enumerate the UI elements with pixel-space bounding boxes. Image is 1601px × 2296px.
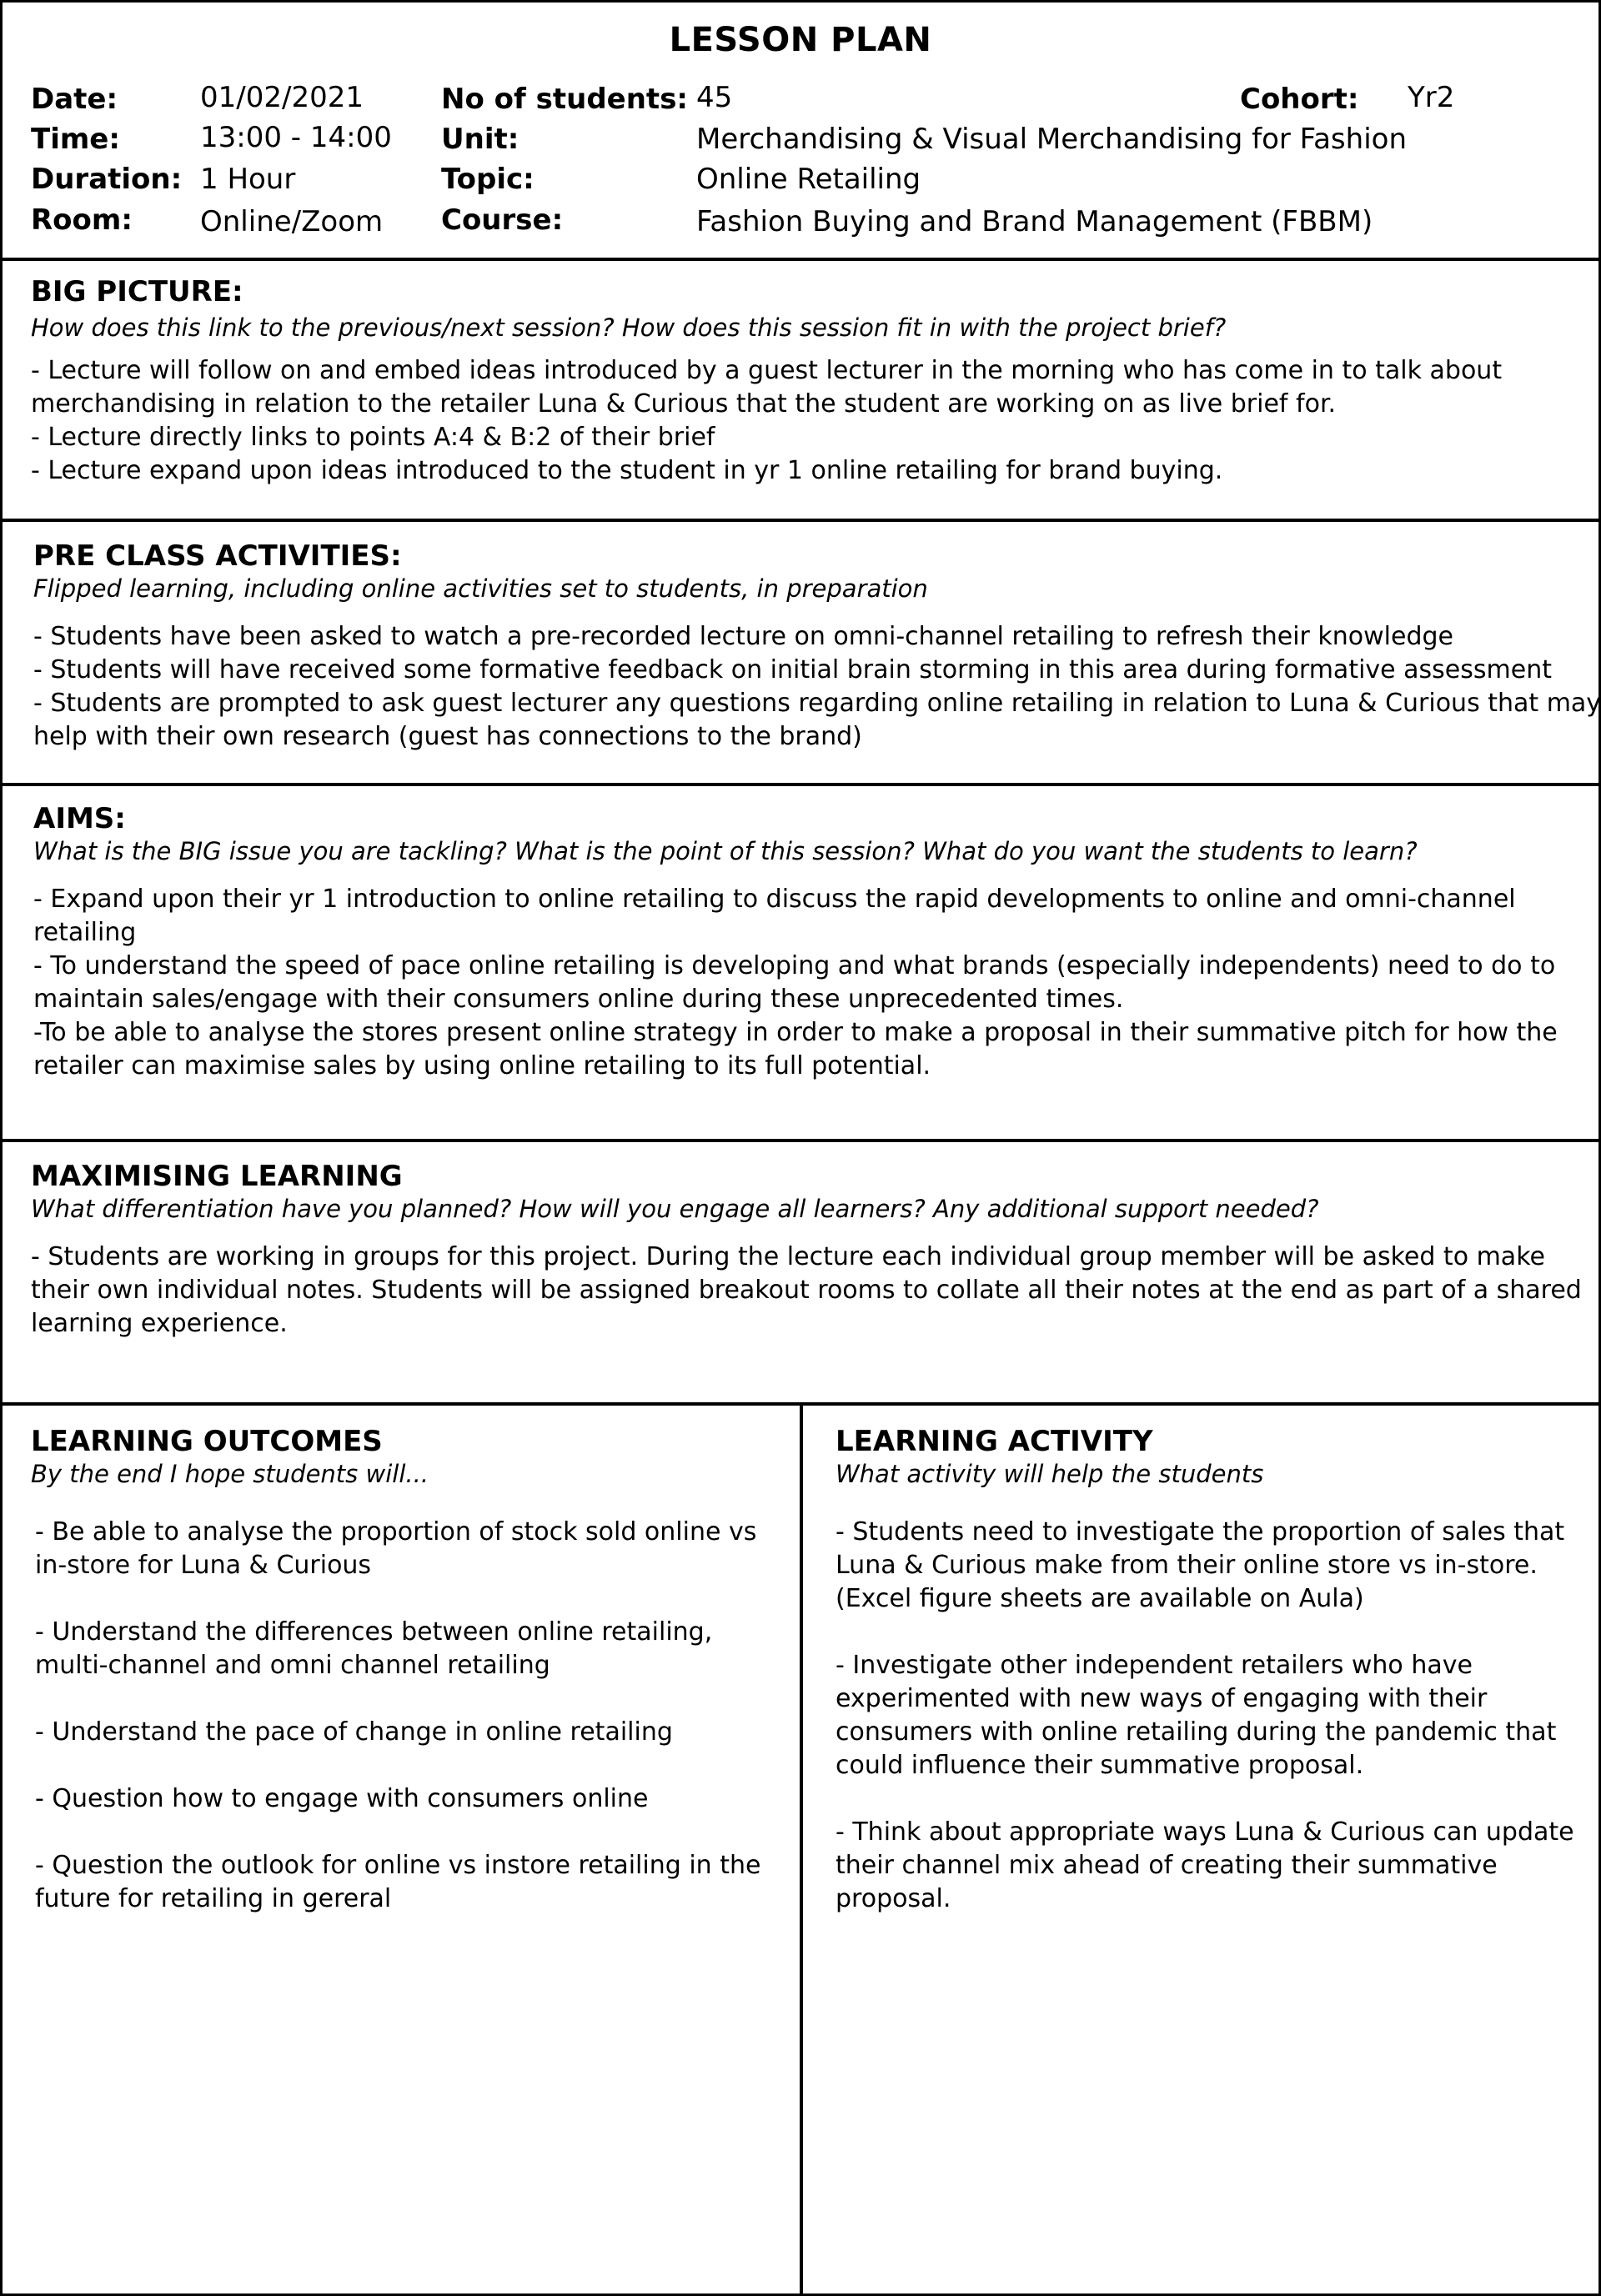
aims-body (33, 883, 1565, 1083)
cohort-value: Yr2 (1408, 81, 1455, 114)
time-value: 13:00 - 14:00 (200, 121, 392, 154)
item-line: - Investigate other independent retailers who have (836, 1651, 1473, 1680)
learning-outcomes-list (31, 1516, 800, 1916)
item-line: (Excel figure sheets are available on Aula) (836, 1584, 1364, 1613)
item-line: proposal. (836, 1884, 951, 1913)
aims-section (3, 786, 1598, 1142)
item-line: - Question the outlook for online vs instore retailing in the (35, 1851, 761, 1880)
body-line: - Expand upon their yr 1 introduction to online retailing to discuss the rapid developments to online and omni-channel (33, 885, 1516, 914)
body-line: - Students are working in groups for this project. During the lecture each individual group member will be asked to make (31, 1242, 1545, 1271)
list-item (35, 1716, 800, 1749)
body-line: -To be able to analyse the stores present online strategy in order to make a proposal in their summative pitch for how the (33, 1018, 1558, 1047)
aims-title: AIMS: (33, 802, 126, 835)
date-value: 01/02/2021 (200, 81, 364, 114)
body-line: - Lecture expand upon ideas introduced to the student in yr 1 online retailing for brand buying. (31, 456, 1223, 485)
students-label: No of students: (441, 83, 689, 116)
item-line: - Understand the differences between online retailing, (35, 1617, 713, 1647)
item-line: their channel mix ahead of creating their summative (836, 1851, 1498, 1880)
list-item (35, 1782, 800, 1816)
list-item (836, 1516, 1598, 1616)
list-item (836, 1649, 1598, 1782)
big-picture-body (31, 354, 1565, 488)
body-line: help with their own research (guest has connections to the brand) (33, 722, 862, 751)
item-line: - Think about appropriate ways Luna & Curious can update (836, 1817, 1574, 1847)
learning-outcomes-title: LEARNING OUTCOMES (31, 1425, 383, 1458)
body-line: - To understand the speed of pace online retailing is developing and what brands (especially independents) need to do to (33, 951, 1556, 980)
course-label: Course: (441, 203, 564, 237)
item-line: - Be able to analyse the proportion of stock sold online vs (35, 1517, 757, 1547)
body-line: - Students will have received some formative feedback on initial brain storming in this area during formative assessment (33, 655, 1552, 684)
duration-value: 1 Hour (200, 163, 296, 196)
body-line: their own individual notes. Students will be assigned breakout rooms to collate all their notes at the end as part of a shared (31, 1276, 1582, 1305)
cohort-label: Cohort: (1240, 83, 1359, 116)
header-section (3, 3, 1598, 261)
list-item (836, 1816, 1598, 1916)
room-value: Online/Zoom (200, 205, 384, 238)
item-line: future for retailing in gereral (35, 1884, 392, 1913)
outcomes-activity-area (3, 1406, 1598, 2293)
learning-activity-column (803, 1406, 1598, 2293)
learning-outcomes-subtitle: By the end I hope students will... (31, 1460, 429, 1488)
topic-value: Online Retailing (696, 163, 921, 196)
room-label: Room: (31, 203, 133, 237)
pre-class-title: PRE CLASS ACTIVITIES: (33, 539, 402, 573)
learning-outcomes-column (3, 1406, 803, 2293)
body-line: - Students have been asked to watch a pre-recorded lecture on omni-channel retailing to refresh their knowledge (33, 622, 1454, 651)
body-line: - Students are prompted to ask guest lecturer any questions regarding online retailing in relation to Luna & Curious that may (33, 689, 1601, 718)
item-line: experimented with new ways of engaging with their (836, 1684, 1488, 1713)
duration-label: Duration: (31, 163, 183, 196)
pre-class-subtitle: Flipped learning, including online activities set to students, in preparation (33, 574, 928, 603)
course-value: Fashion Buying and Brand Management (FBBM) (696, 205, 1373, 238)
time-label: Time: (31, 123, 120, 156)
item-line: - Question how to engage with consumers online (35, 1784, 649, 1813)
item-line: in-store for Luna & Curious (35, 1551, 372, 1580)
big-picture-subtitle: How does this link to the previous/next session? How does this session fit in with the project brief? (31, 313, 1227, 342)
list-item (35, 1849, 800, 1916)
date-label: Date: (31, 83, 118, 116)
maximising-body (31, 1241, 1582, 1341)
aims-subtitle: What is the BIG issue you are tackling? What is the point of this session? What do you want the students to learn? (33, 837, 1418, 865)
item-line: - Students need to investigate the proportion of sales that (836, 1517, 1565, 1547)
learning-activity-title: LEARNING ACTIVITY (836, 1425, 1153, 1458)
body-line: - Lecture directly links to points A:4 & B:2 of their brief (31, 423, 715, 452)
big-picture-title: BIG PICTURE: (31, 275, 243, 308)
body-line: maintain sales/engage with their consumers online during these unprecedented times. (33, 985, 1124, 1014)
list-item (35, 1516, 800, 1582)
maximising-subtitle: What differentiation have you planned? How will you engage all learners? Any additional support needed? (31, 1195, 1319, 1223)
unit-value: Merchandising & Visual Merchandising for Fashion (696, 123, 1407, 156)
item-line: Luna & Curious make from their online store vs in-store. (836, 1551, 1538, 1580)
topic-label: Topic: (441, 163, 535, 196)
item-line: multi-channel and omni channel retailing (35, 1651, 550, 1680)
unit-label: Unit: (441, 123, 519, 156)
maximising-learning-section (3, 1142, 1598, 1406)
pre-class-body (33, 620, 1601, 754)
learning-activity-list (836, 1516, 1598, 1916)
maximising-title: MAXIMISING LEARNING (31, 1160, 403, 1193)
document-title: LESSON PLAN (669, 21, 932, 59)
body-line: retailer can maximise sales by using online retailing to its full potential. (33, 1051, 931, 1080)
pre-class-section (3, 522, 1601, 786)
item-line: consumers with online retailing during the pandemic that (836, 1717, 1557, 1747)
learning-activity-subtitle: What activity will help the students (836, 1460, 1264, 1488)
list-item (35, 1616, 800, 1682)
item-line: - Understand the pace of change in online retailing (35, 1717, 673, 1747)
body-line: learning experience. (31, 1309, 288, 1338)
item-line: could influence their summative proposal. (836, 1751, 1364, 1780)
students-value: 45 (696, 81, 733, 114)
body-line: - Lecture will follow on and embed ideas introduced by a guest lecturer in the morning who has come in to talk about (31, 356, 1503, 385)
body-line: merchandising in relation to the retailer Luna & Curious that the student are working on as live brief for. (31, 389, 1337, 419)
big-picture-section (3, 261, 1598, 522)
body-line: retailing (33, 918, 137, 947)
